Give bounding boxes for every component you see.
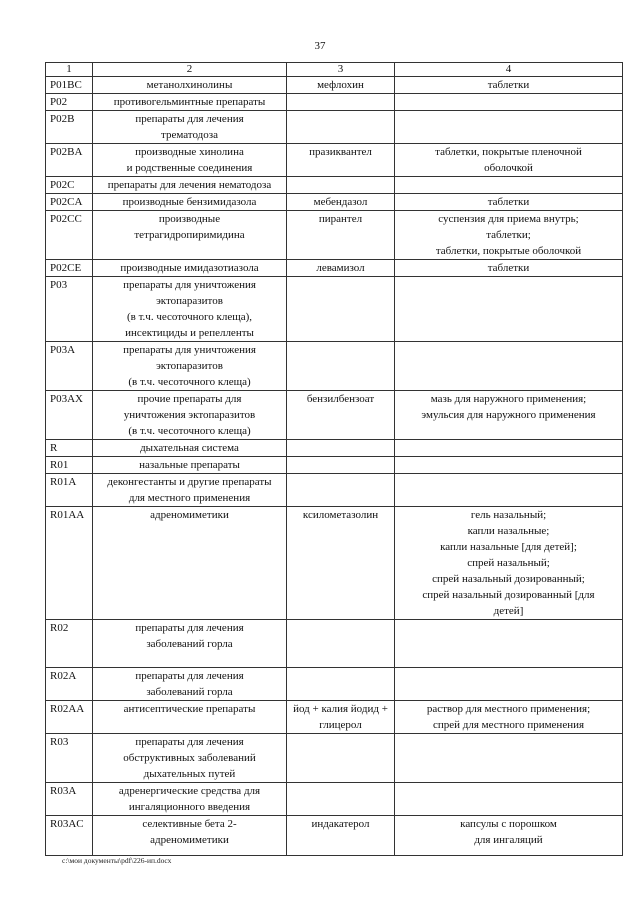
header-col-1: 1 bbox=[46, 63, 93, 77]
atc-code-cell: R03 bbox=[46, 734, 93, 783]
group-name-cell: адреномиметики bbox=[93, 507, 287, 620]
table-row bbox=[46, 391, 623, 440]
dosage-form-cell bbox=[395, 783, 623, 816]
drug-name-cell bbox=[287, 111, 395, 144]
table-row bbox=[46, 77, 623, 94]
dosage-form-cell bbox=[395, 277, 623, 342]
header-col-3: 3 bbox=[287, 63, 395, 77]
table-header-row bbox=[46, 63, 623, 77]
group-name-cell: производные тетрагидропиримидина bbox=[93, 211, 287, 260]
drug-name-cell bbox=[287, 342, 395, 391]
group-name-cell: препараты для лечения трематодоза bbox=[93, 111, 287, 144]
atc-code-cell: P02CC bbox=[46, 211, 93, 260]
dosage-form-cell: мазь для наружного применения; эмульсия для наружного применения bbox=[395, 391, 623, 440]
atc-code-cell: R02AA bbox=[46, 701, 93, 734]
dosage-form-cell: капсулы с порошком для ингаляций bbox=[395, 816, 623, 856]
atc-code-cell: P02BA bbox=[46, 144, 93, 177]
group-name-cell: адренергические средства для ингаляционного введения bbox=[93, 783, 287, 816]
atc-code-cell: P03A bbox=[46, 342, 93, 391]
drug-name-cell bbox=[287, 94, 395, 111]
footer-file-path: c:\мои документы\pdf\226-ип.docx bbox=[62, 856, 172, 865]
group-name-cell: препараты для лечения заболеваний горла bbox=[93, 668, 287, 701]
table-row bbox=[46, 440, 623, 457]
drug-name-cell bbox=[287, 440, 395, 457]
atc-code-cell: P03 bbox=[46, 277, 93, 342]
table-row bbox=[46, 734, 623, 783]
group-name-cell: производные бензимидазола bbox=[93, 194, 287, 211]
table-body bbox=[46, 77, 623, 856]
table-row bbox=[46, 177, 623, 194]
table-row bbox=[46, 668, 623, 701]
table-row bbox=[46, 111, 623, 144]
group-name-cell: препараты для лечения нематодоза bbox=[93, 177, 287, 194]
drug-name-cell: мефлохин bbox=[287, 77, 395, 94]
dosage-form-cell: суспензия для приема внутрь; таблетки; таблетки, покрытые оболочкой bbox=[395, 211, 623, 260]
table-row bbox=[46, 194, 623, 211]
table-row bbox=[46, 342, 623, 391]
table-row bbox=[46, 620, 623, 668]
group-name-cell: препараты для лечения заболеваний горла bbox=[93, 620, 287, 668]
drug-name-cell: индакатерол bbox=[287, 816, 395, 856]
table-row bbox=[46, 457, 623, 474]
dosage-form-cell bbox=[395, 668, 623, 701]
table-row bbox=[46, 144, 623, 177]
dosage-form-cell bbox=[395, 342, 623, 391]
atc-code-cell: R02A bbox=[46, 668, 93, 701]
atc-code-cell: P01BC bbox=[46, 77, 93, 94]
atc-code-cell: R03A bbox=[46, 783, 93, 816]
drug-name-cell: ксилометазолин bbox=[287, 507, 395, 620]
drug-name-cell: празиквантел bbox=[287, 144, 395, 177]
dosage-form-cell bbox=[395, 620, 623, 668]
group-name-cell: селективные бета 2- адреномиметики bbox=[93, 816, 287, 856]
table-row bbox=[46, 277, 623, 342]
atc-code-cell: P03AX bbox=[46, 391, 93, 440]
group-name-cell: препараты для уничтожения эктопаразитов (в т.ч. чесоточного клеща) bbox=[93, 342, 287, 391]
atc-code-cell: R01 bbox=[46, 457, 93, 474]
drug-name-cell bbox=[287, 734, 395, 783]
drug-name-cell bbox=[287, 668, 395, 701]
dosage-form-cell bbox=[395, 111, 623, 144]
group-name-cell: препараты для лечения обструктивных заболеваний дыхательных путей bbox=[93, 734, 287, 783]
dosage-form-cell bbox=[395, 440, 623, 457]
group-name-cell: назальные препараты bbox=[93, 457, 287, 474]
dosage-form-cell bbox=[395, 474, 623, 507]
page-number: 37 bbox=[314, 40, 326, 52]
atc-code-cell: R bbox=[46, 440, 93, 457]
atc-code-cell: R01A bbox=[46, 474, 93, 507]
table-row bbox=[46, 94, 623, 111]
header-col-4: 4 bbox=[395, 63, 623, 77]
drug-name-cell: пирантел bbox=[287, 211, 395, 260]
drug-name-cell: мебендазол bbox=[287, 194, 395, 211]
group-name-cell: противогельминтные препараты bbox=[93, 94, 287, 111]
dosage-form-cell: гель назальный; капли назальные; капли назальные [для детей]; спрей назальный; спрей назальный дозированный; спрей назальный дозированный [для детей] bbox=[395, 507, 623, 620]
dosage-form-cell: таблетки bbox=[395, 260, 623, 277]
drug-name-cell bbox=[287, 474, 395, 507]
group-name-cell: производные имидазотиазола bbox=[93, 260, 287, 277]
atc-code-cell: R01AA bbox=[46, 507, 93, 620]
drug-name-cell bbox=[287, 620, 395, 668]
table-row bbox=[46, 701, 623, 734]
drug-name-cell bbox=[287, 177, 395, 194]
dosage-form-cell bbox=[395, 457, 623, 474]
group-name-cell: дыхательная система bbox=[93, 440, 287, 457]
dosage-form-cell bbox=[395, 177, 623, 194]
atc-code-cell: P02C bbox=[46, 177, 93, 194]
table-row bbox=[46, 783, 623, 816]
atc-code-cell: P02 bbox=[46, 94, 93, 111]
table-row bbox=[46, 507, 623, 620]
table-row bbox=[46, 211, 623, 260]
atc-code-cell: P02B bbox=[46, 111, 93, 144]
dosage-form-cell: таблетки bbox=[395, 194, 623, 211]
atc-code-cell: P02CA bbox=[46, 194, 93, 211]
group-name-cell: деконгестанты и другие препараты для местного применения bbox=[93, 474, 287, 507]
table-row bbox=[46, 816, 623, 856]
dosage-form-cell bbox=[395, 94, 623, 111]
atc-code-cell: R03AC bbox=[46, 816, 93, 856]
group-name-cell: антисептические препараты bbox=[93, 701, 287, 734]
drug-name-cell: йод + калия йодид + глицерол bbox=[287, 701, 395, 734]
drug-name-cell bbox=[287, 277, 395, 342]
dosage-form-cell: таблетки bbox=[395, 77, 623, 94]
drug-name-cell bbox=[287, 783, 395, 816]
group-name-cell: прочие препараты для уничтожения эктопаразитов (в т.ч. чесоточного клеща) bbox=[93, 391, 287, 440]
group-name-cell: метанолхинолины bbox=[93, 77, 287, 94]
dosage-form-cell bbox=[395, 734, 623, 783]
header-col-2: 2 bbox=[93, 63, 287, 77]
group-name-cell: препараты для уничтожения эктопаразитов (в т.ч. чесоточного клеща), инсектициды и репелленты bbox=[93, 277, 287, 342]
atc-code-cell: P02CE bbox=[46, 260, 93, 277]
dosage-form-cell: раствор для местного применения; спрей для местного применения bbox=[395, 701, 623, 734]
table-row bbox=[46, 260, 623, 277]
drug-name-cell bbox=[287, 457, 395, 474]
drug-name-cell: бензилбензоат bbox=[287, 391, 395, 440]
table-row bbox=[46, 474, 623, 507]
group-name-cell: производные хинолина и родственные соединения bbox=[93, 144, 287, 177]
dosage-form-cell: таблетки, покрытые пленочной оболочкой bbox=[395, 144, 623, 177]
drug-name-cell: левамизол bbox=[287, 260, 395, 277]
atc-code-cell: R02 bbox=[46, 620, 93, 668]
drug-classification-table bbox=[45, 62, 623, 856]
